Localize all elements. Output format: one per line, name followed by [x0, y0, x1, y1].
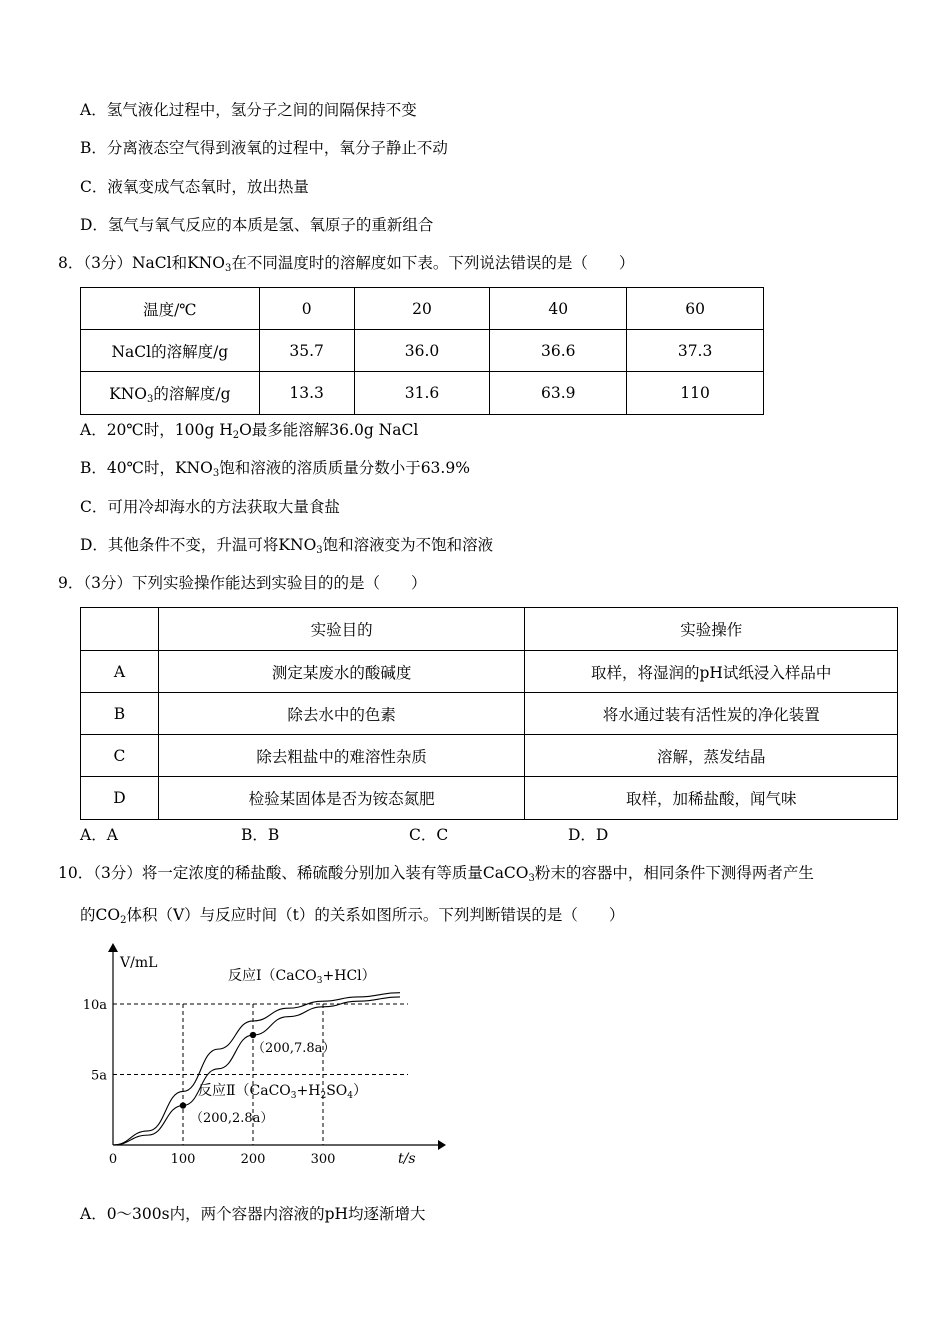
x-tick-label: 100 — [170, 1152, 196, 1167]
table-cell: 测定某废水的酸碱度 — [158, 651, 525, 693]
row-label: D — [81, 777, 159, 820]
row-label-nacl: NaCl的溶解度/g — [81, 330, 260, 372]
q9-option-b: B．B — [241, 826, 280, 844]
table-header-operation: 实验操作 — [525, 608, 898, 651]
table-cell: 37.3 — [627, 330, 764, 372]
y-tick-label: 10a — [82, 998, 107, 1013]
point-label-200-7.8a: （200,7.8a） — [252, 1041, 336, 1056]
q9-option-c: C．C — [409, 826, 449, 844]
table-row — [81, 608, 898, 651]
row-label: A — [81, 651, 159, 693]
table-row — [81, 651, 898, 693]
y-axis-arrow — [108, 943, 118, 952]
table-cell: 31.6 — [354, 372, 490, 415]
chart-y-axis-label: V/mL — [120, 955, 158, 971]
series-label-reaction-2: 反应$Ⅱ(CaCO_3+H_2SO_4)$ — [198, 1083, 367, 1101]
table-cell: 溶解，蒸发结晶 — [525, 735, 898, 777]
q8-option-c: C．可用冷却海水的方法获取大量食盐 — [80, 498, 340, 516]
point-label-200-2.8a: （200,2.8a） — [190, 1111, 274, 1126]
table-cell: 36.0 — [354, 330, 490, 372]
chart-x-axis-label: t/s — [398, 1151, 416, 1167]
table-header-cell: 60 — [627, 288, 764, 330]
series-label-reaction-1: 反应Ⅰ（CaCO$_3$+HCl） — [228, 968, 376, 986]
q9-option-d: D．D — [568, 826, 609, 844]
q10-co2-volume-chart — [78, 940, 448, 1170]
q8-option-d: D．其他条件不变，升温可将$KNO_3$饱和溶液变为不饱和溶液 — [80, 536, 494, 556]
table-cell: 110 — [627, 372, 764, 415]
q8-stem: 8．（3分）NaCl和$KNO_3$在不同温度时的溶解度如下表。下列说法错误的是（ ） — [58, 254, 635, 274]
table-row — [81, 330, 764, 372]
table-header-cell: 40 — [490, 288, 627, 330]
y-tick-label: 5a — [90, 1068, 107, 1084]
q9-experiment-table — [80, 607, 898, 820]
table-row — [81, 777, 898, 820]
table-cell: 35.7 — [259, 330, 354, 372]
table-cell: 取样，加稀盐酸，闻气味 — [525, 777, 898, 820]
x-axis-arrow — [438, 1140, 446, 1150]
table-row — [81, 288, 764, 330]
x-tick-label: 200 — [240, 1152, 266, 1167]
q10-stem-line1: 10．（3分）将一定浓度的稀盐酸、稀硫酸分别加入装有等质量CaCO$_3$粉末的容器中，相同条件下测得两者产生 — [58, 864, 814, 884]
table-row — [81, 372, 764, 415]
q7-option-a: A．氢气液化过程中，氢分子之间的间隔保持不变 — [80, 101, 417, 119]
table-cell: 取样，将湿润的pH试纸浸入样品中 — [525, 651, 898, 693]
table-cell: 除去水中的色素 — [158, 693, 525, 735]
table-row — [81, 735, 898, 777]
q8-option-b: B．40℃时，$KNO_3$饱和溶液的溶质质量分数小于63.9% — [80, 459, 470, 479]
q8-solubility-table — [80, 287, 764, 415]
table-header-purpose: 实验目的 — [158, 608, 525, 651]
table-cell: 63.9 — [490, 372, 627, 415]
table-cell: 13.3 — [259, 372, 354, 415]
q7-option-b: B．分离液态空气得到液氧的过程中，氧分子静止不动 — [80, 139, 448, 157]
table-header-cell: 温度/℃ — [81, 288, 260, 330]
q7-option-d: D．氢气与氧气反应的本质是氢、氧原子的重新组合 — [80, 216, 434, 234]
table-header-cell — [81, 608, 159, 651]
x-tick-label: 0 — [108, 1152, 118, 1167]
q9-stem: 9．（3分）下列实验操作能达到实验目的的是（ ） — [58, 574, 427, 592]
row-label-kno3: $KNO_3$的溶解度/g — [81, 372, 260, 415]
table-header-cell: 0 — [259, 288, 354, 330]
table-cell: 检验某固体是否为铵态氮肥 — [158, 777, 525, 820]
row-label: B — [81, 693, 159, 735]
q8-option-a: A．20℃时，100g $H_2O$最多能溶解36.0g NaCl — [80, 421, 419, 441]
data-point — [180, 1102, 186, 1108]
q9-option-a: A．A — [80, 826, 118, 844]
x-tick-label: 300 — [310, 1152, 336, 1167]
q7-option-c: C．液氧变成气态氧时，放出热量 — [80, 178, 309, 196]
row-label: C — [81, 735, 159, 777]
table-header-cell: 20 — [354, 288, 490, 330]
data-point — [250, 1032, 256, 1038]
q10-option-a: A．0～300s内，两个容器内溶液的pH均逐渐增大 — [80, 1205, 426, 1223]
table-cell: 除去粗盐中的难溶性杂质 — [158, 735, 525, 777]
table-cell: 将水通过装有活性炭的净化装置 — [525, 693, 898, 735]
q10-stem-line2: 的$CO_2$体积（V）与反应时间（t）的关系如图所示。下列判断错误的是（ ） — [80, 906, 625, 926]
table-row — [81, 693, 898, 735]
table-cell: 36.6 — [490, 330, 627, 372]
